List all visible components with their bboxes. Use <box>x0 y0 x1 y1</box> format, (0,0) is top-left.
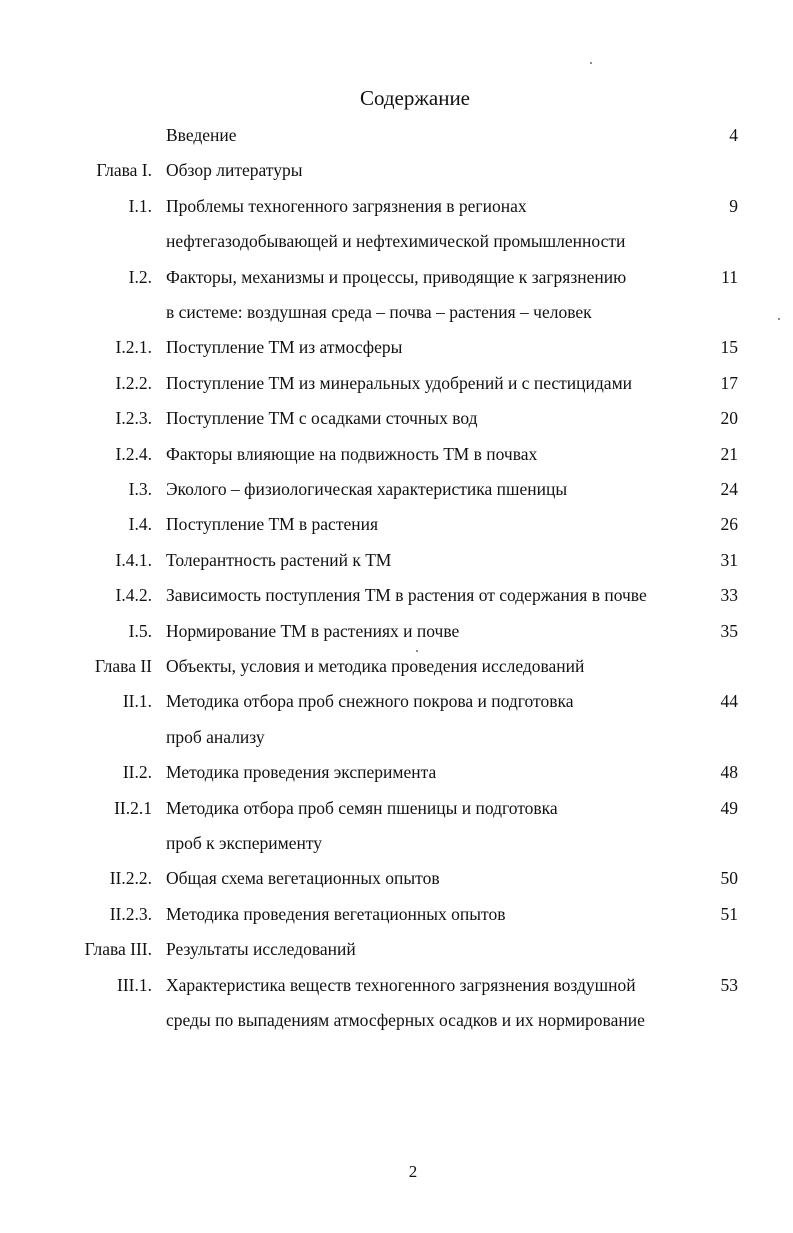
toc-entry-page: 48 <box>720 762 738 783</box>
toc-entry <box>0 120 793 150</box>
toc-entry-continuation <box>0 722 793 752</box>
toc-entry-title: Поступление ТМ в растения <box>166 514 379 535</box>
toc-entry <box>0 439 793 469</box>
toc-entry-title: Методика отбора проб снежного покрова и подготовка <box>166 691 574 712</box>
toc-entry-title: Нормирование ТМ в растениях и почве <box>166 620 460 641</box>
toc-entry-page: 51 <box>720 903 738 924</box>
toc-entry-page: 24 <box>720 479 738 499</box>
toc-entry-number: I.2.1. <box>115 337 152 358</box>
toc-entry-continuation <box>0 297 793 327</box>
toc-entry-title: Характеристика веществ техногенного загрязнения воздушной <box>166 974 636 995</box>
toc-entry-number: II.2. <box>122 762 152 783</box>
toc-entry <box>0 863 793 893</box>
toc-entry-title: Методика проведения вегетационных опытов <box>166 903 506 924</box>
toc-entry-title: Методика проведения эксперимента <box>166 762 437 783</box>
toc-entry-number: I.2. <box>128 266 152 287</box>
toc-entry-title: проб анализу <box>166 726 265 747</box>
toc-entry <box>0 262 793 292</box>
toc-entry-title: нефтегазодобывающей и нефтехимической промышленности <box>166 231 626 252</box>
toc-entry-page: 31 <box>720 549 738 570</box>
toc-entry <box>0 332 793 362</box>
toc-entry <box>0 686 793 716</box>
toc-entry-title: Зависимость поступления ТМ в растения от содержания в почве <box>166 585 647 606</box>
toc-entry-page: 21 <box>720 443 738 464</box>
toc-entry <box>0 757 793 787</box>
toc-entry <box>0 970 793 1000</box>
toc-entry-number: I.2.3. <box>115 408 152 429</box>
toc-entry <box>0 368 793 398</box>
toc-entry-title: Поступление ТМ из минеральных удобрений и с пестицидами <box>166 372 633 393</box>
toc-entry-number: I.4. <box>128 514 152 535</box>
toc-entry-title: Факторы, механизмы и процессы, приводящие к загрязнению <box>166 266 627 287</box>
toc-entry-page: 4 <box>729 125 738 145</box>
toc-entry <box>0 155 793 185</box>
toc-entry-page: 35 <box>720 620 738 641</box>
toc-entry <box>0 474 793 504</box>
toc-entry-title: Поступление ТМ из атмосферы <box>166 337 403 358</box>
toc-entry-title: Результаты исследований <box>166 939 356 960</box>
scan-speck <box>590 62 592 64</box>
toc-entry-number: Глава III. <box>84 939 152 960</box>
toc-entry-continuation <box>0 226 793 256</box>
toc-entry-number: I.2.4. <box>115 443 152 464</box>
toc-entry-title: Методика отбора проб семян пшеницы и подготовка <box>166 797 558 818</box>
toc-entry-number: II.2.3. <box>109 903 152 924</box>
toc-entry <box>0 934 793 964</box>
toc-entry-title: среды по выпадениям атмосферных осадков и их нормирование <box>166 1010 645 1030</box>
toc-entry-continuation <box>0 1005 793 1035</box>
toc-entry-page: 17 <box>720 372 738 393</box>
toc-entry-title: Введение <box>166 125 237 145</box>
toc-entry-page: 15 <box>720 337 738 358</box>
toc-entry <box>0 651 793 681</box>
toc-entry-number: I.5. <box>128 620 152 641</box>
toc-entry <box>0 545 793 575</box>
toc-entry-title: Факторы влияющие на подвижность ТМ в почвах <box>166 443 538 464</box>
toc-entry <box>0 899 793 929</box>
toc-entry-number: II.2.1 <box>114 797 152 818</box>
toc-entry-number: I.4.1. <box>115 549 152 570</box>
scan-speck <box>416 650 418 652</box>
toc-entry-page: 20 <box>720 408 738 429</box>
toc-entry <box>0 616 793 646</box>
toc-entry-page: 26 <box>720 514 738 535</box>
toc-entry-title: Проблемы техногенного загрязнения в регионах <box>166 195 527 216</box>
toc-entry-page: 50 <box>720 868 738 889</box>
toc-entry-number: I.1. <box>128 195 152 216</box>
toc-entry-title: проб к эксперименту <box>166 833 322 853</box>
toc-entry-page: 49 <box>720 797 738 818</box>
toc-entry <box>0 509 793 539</box>
toc-entry-number: Глава II <box>94 656 152 676</box>
toc-entry-number: II.2.2. <box>109 868 152 889</box>
toc-entry-page: 44 <box>720 691 738 712</box>
toc-entry-number: Глава I. <box>96 160 152 181</box>
toc-entry-number: I.3. <box>128 479 152 499</box>
toc-entry-page: 11 <box>721 266 738 287</box>
toc-entry-number: I.4.2. <box>115 585 152 606</box>
toc-entry-title: в системе: воздушная среда – почва – растения – человек <box>166 302 592 322</box>
toc-entry <box>0 191 793 221</box>
toc-entry <box>0 793 793 823</box>
toc-entry-page: 53 <box>720 974 738 995</box>
page-number: 2 <box>408 1162 418 1181</box>
toc-entry-title: Объекты, условия и методика проведения исследований <box>166 656 585 676</box>
toc-entry-title: Общая схема вегетационных опытов <box>166 868 440 889</box>
toc-entry-number: I.2.2. <box>115 372 152 393</box>
toc-entry <box>0 580 793 610</box>
toc-entry-continuation <box>0 828 793 858</box>
toc-entry-title: Поступление ТМ с осадками сточных вод <box>166 408 478 429</box>
toc-entry-number: II.1. <box>122 691 152 712</box>
toc-entry-page: 33 <box>720 585 738 606</box>
toc-entry-title: Толерантность растений к ТМ <box>166 549 392 570</box>
toc-entry-title: Обзор литературы <box>166 160 303 181</box>
toc-entry-page: 9 <box>729 195 738 216</box>
toc-entry <box>0 403 793 433</box>
scan-speck <box>778 318 780 320</box>
toc-entry-number: III.1. <box>117 974 152 995</box>
page-title: Содержание <box>359 86 471 110</box>
toc-entry-title: Эколого – физиологическая характеристика пшеницы <box>166 479 568 499</box>
